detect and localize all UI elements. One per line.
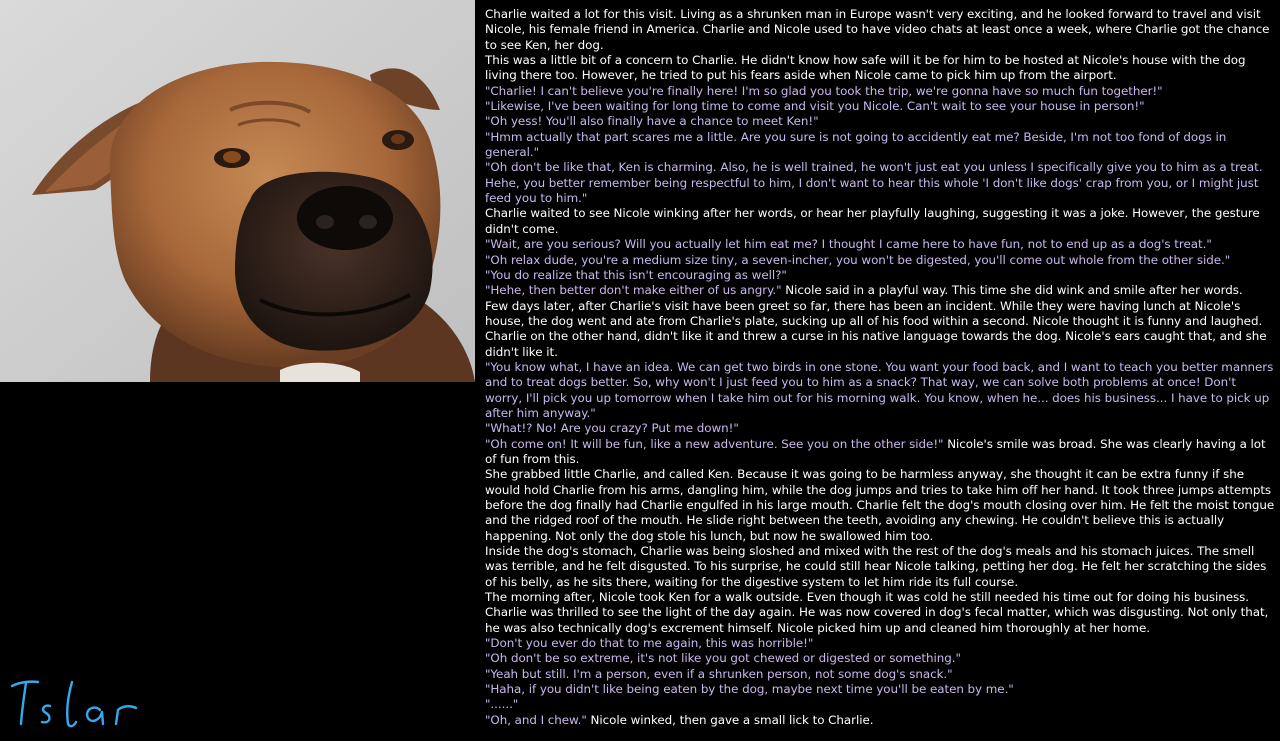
dog-photo-icon (0, 0, 475, 382)
story-paragraph (485, 713, 1275, 728)
narration-text: Nicole said in a playful way. This time she did wink and smile after her words. (781, 283, 1243, 298)
dialogue-text: "Hehe, then better don't make either of us angry." (485, 283, 782, 298)
dialogue-paragraph: "You do realize that this isn't encouraging as well?" (485, 267, 787, 282)
dialogue-paragraph: "......" (485, 697, 519, 712)
dialogue-paragraph: "Oh relax dude, you're a medium size tiny, a seven-incher, you won't be digested, you'll come out whole from the other side." (485, 252, 1231, 267)
narration-text: Nicole winked, then gave a small lick to Charlie. (586, 712, 874, 727)
dialogue-paragraph: "Wait, are you serious? Will you actually let him eat me? I thought I came here to have fun, not to end up as a dog's treat." (485, 237, 1212, 252)
dialogue-paragraph: "What!? No! Are you crazy? Put me down!" (485, 421, 739, 436)
signature-icon (8, 672, 158, 736)
narration-paragraph: This was a little bit of a concern to Charlie. He didn't know how safe will it be for him to be hosted at Nicole's house with the dog living there too. However, he tried to put his fears aside when Nicole came to pick him up from the airport. (485, 53, 1246, 83)
narration-text: Nicole's smile was broad. She was clearly having a lot of fun from this. (485, 436, 1266, 466)
dialogue-paragraph: "Hmm actually that part scares me a little. Are you sure is not going to accidently eat me? Beside, I'm not too fond of dogs in general." (485, 129, 1227, 160)
dog-photo (0, 0, 475, 382)
signature (8, 672, 158, 736)
dialogue-paragraph: "Yeah but still. I'm a person, even if a shrunken person, not some dog's snack." (485, 666, 953, 681)
dialogue-text: "Oh, and I chew." (485, 712, 587, 727)
dialogue-text: "Oh come on! It will be fun, like a new adventure. See you on the other side!" (485, 436, 944, 451)
narration-paragraph: Charlie waited to see Nicole winking after her words, or hear her playfully laughing, suggesting it was a joke. However, the gesture didn't come. (485, 206, 1260, 236)
dialogue-paragraph: "Oh don't be like that, Ken is charming. Also, he is well trained, he won't just eat you unless I specifically give you to him as a treat. Hehe, you better remember being respectful to him, I don't want to hear this whole 'I don't like dogs' crap from you, or I might just feed you to him." (485, 160, 1263, 206)
dialogue-paragraph: "Haha, if you didn't like being eaten by the dog, maybe next time you'll be eaten by me." (485, 682, 1014, 697)
dialogue-paragraph: "Charlie! I can't believe you're finally here! I'm so glad you took the trip, we're gonna have so much fun together!" (485, 83, 1163, 98)
narration-paragraph: She grabbed little Charlie, and called Ken. Because it was going to be harmless anyway, she thought it can be extra funny if she would hold Charlie from his arms, dangling him, while the dog jumps and tries to take him off her hand. It took three jumps attempts before the dog finally had Charlie engulfed in his large mouth. Charlie felt the dog's mouth closing over him. He felt the moist tongue and the ridged roof of the mouth. He slide right between the teeth, avoiding any chewing. He couldn't believe this is actually happening. Not only the dog stole his lunch, but now he swallowed him too. (485, 467, 1275, 543)
dialogue-paragraph: "Don't you ever do that to me again, this was horrible!" (485, 636, 814, 651)
story-text (485, 7, 1275, 728)
story-paragraph (485, 283, 1275, 298)
narration-paragraph: Inside the dog's stomach, Charlie was being sloshed and mixed with the rest of the dog's meals and his stomach juices. The smell was terrible, and he felt disgusted. To his surprise, he could still hear Nicole talking, petting her dog. He felt her scratching the sides of his belly, as he sits there, waiting for the digestive system to let him ride its full course. (485, 544, 1267, 589)
narration-paragraph: Charlie waited a lot for this visit. Living as a shrunken man in Europe wasn't very exciting, and he looked forward to travel and visit Nicole, his female friend in America. Charlie and Nicole used to have video chats at least once a week, where Charlie got the chance to see Ken, her dog. (485, 7, 1270, 52)
story-paragraph (485, 437, 1275, 468)
narration-paragraph: The morning after, Nicole took Ken for a walk outside. Even though it was cold he still needed his time out for doing his business. Charlie was thrilled to see the light of the day again. He was now covered in dog's fecal matter, which was disgusting. Not only that, he was also technically dog's excrement himself. Nicole picked him up and cleaned him thoroughly at her home. (485, 590, 1269, 635)
dialogue-paragraph: "Likewise, I've been waiting for long time to come and visit you Nicole. Can't wait to see your house in person!" (485, 99, 1145, 114)
dialogue-paragraph: "You know what, I have an idea. We can get two birds in one stone. You want your food back, and I want to teach you better manners and to treat dogs better. So, why won't I just feed you to him as a snack? That way, we can solve both problems at once! Don't worry, I'll pick you up tomorrow when I take him out for his morning walk. You know, when he... does his business... I have to pick up after him anyway." (485, 359, 1274, 420)
narration-paragraph: Few days later, after Charlie's visit have been greet so far, there has been an incident. While they were having lunch at Nicole's house, the dog went and ate from Charlie's plate, sucking up all of his food within a second. Nicole thought it is funny and laughed. Charlie on the other hand, didn't like it and threw a curse in his native language towards the dog. Nicole's ears caught that, and she didn't like it. (485, 298, 1267, 359)
dialogue-paragraph: "Oh don't be so extreme, it's not like you got chewed or digested or something." (485, 651, 961, 666)
dialogue-paragraph: "Oh yess! You'll also finally have a chance to meet Ken!" (485, 114, 819, 129)
